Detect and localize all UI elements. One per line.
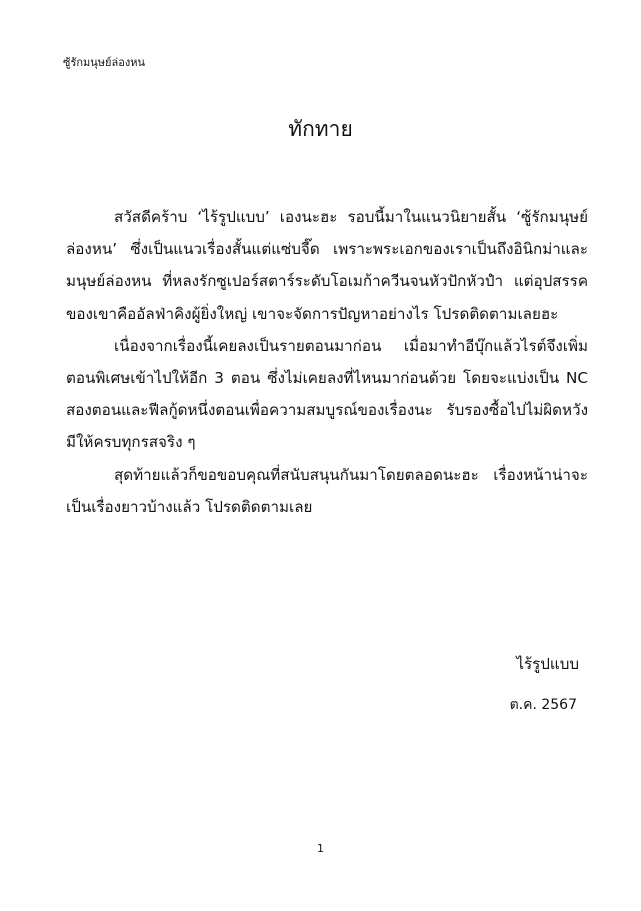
paragraph-intro: สวัสดีคร้าบ ‘ไร้รูปแบบ’ เองนะฮะ รอบนี้มาในแนวนิยายสั้น ‘ซู้รักมนุษย์ล่องหน’ ซึ่งเป็นแนวเรื่องสั้นแต่แซ่บจี๊ด เพราะพระเอกของเราเป็นถึงอินิกม่าและมนุษย์ล่องหน ที่หลงรักซูเปอร์สตาร์ระดับโอเมก้าควีนจนหัวปักหัวปำ แต่อุปสรรคของเขาคืออัลฟ่าคิงผู้ยิ่งใหญ่ เขาจะจัดการปัญหาอย่างไร โปรดติดตามเลยฮะ [66,208,588,323]
signature-date: ต.ค. 2567 [509,697,577,713]
author-signature: ไร้รูปแบบ [516,655,579,673]
paragraph-thanks: สุดท้ายแล้วก็ขอขอบคุณที่สนับสนุนกันมาโดยตลอดนะฮะ เรื่องหน้าน่าจะเป็นเรื่องยาวบ้างแล้ว โปรดติดตามเลย [66,465,588,516]
page-number: 1 [317,842,324,855]
body-text [66,201,588,523]
running-header: ซู้รักมนุษย์ล่องหน [63,56,145,69]
page-title: ทักทาย [288,117,353,141]
paragraph-special-episodes: เนื่องจากเรื่องนี้เคยลงเป็นรายตอนมาก่อน เมื่อมาทำอีบุ๊กแล้วไรต์จึงเพิ่มตอนพิเศษเข้าไปให้อีก 3 ตอน ซึ่งไม่เคยลงที่ไหนมาก่อนด้วย โดยจะแบ่งเป็น NC สองตอนและฟีลกู้ดหนึ่งตอนเพื่อความสมบูรณ์ของเรื่องนะ รับรองซื้อไปไม่ผิดหวัง มีให้ครบทุกรสจริง ๆ [66,336,588,452]
